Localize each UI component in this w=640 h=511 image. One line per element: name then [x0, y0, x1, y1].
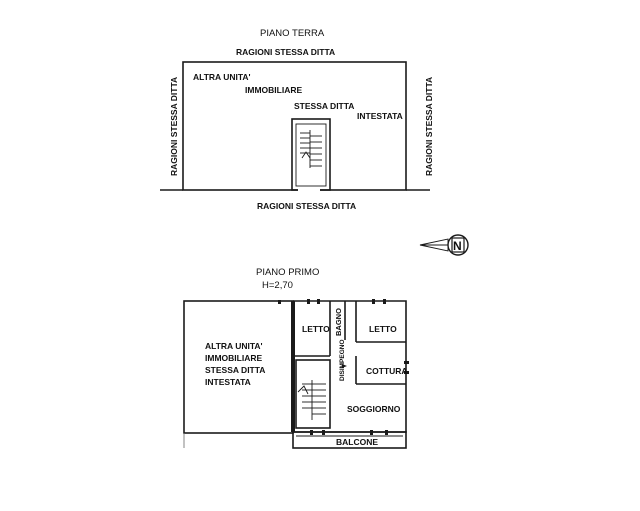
first-floor-title: PIANO PRIMO — [256, 267, 320, 278]
north-arrow-letter: N — [453, 239, 462, 253]
ground-floor-other-unit-label-2: IMMOBILIARE — [245, 85, 303, 95]
room-label-kitchen: COTTURA — [366, 366, 408, 376]
first-floor-other-unit-line-1: ALTRA UNITA' — [205, 341, 263, 351]
ground-floor-title: PIANO TERRA — [260, 28, 325, 39]
room-label-bedroom-left: LETTO — [302, 324, 330, 334]
first-floor-other-unit-line-4: INTESTATA — [205, 377, 251, 387]
first-floor-stair-icon — [298, 380, 326, 420]
first-floor-other-unit-line-3: STESSA DITTA — [205, 365, 266, 375]
ground-floor-top-neighbour-label: RAGIONI STESSA DITTA — [236, 47, 336, 57]
room-label-bedroom-right: LETTO — [369, 324, 397, 334]
first-floor-other-unit-line-2: IMMOBILIARE — [205, 353, 263, 363]
ground-floor-other-unit-label-1: ALTRA UNITA' — [193, 72, 251, 82]
ground-floor-stair-cell — [292, 119, 330, 190]
ground-floor-left-neighbour-label: RAGIONI STESSA DITTA — [169, 76, 179, 176]
ground-floor-bottom-neighbour-label: RAGIONI STESSA DITTA — [257, 201, 357, 211]
ground-floor-registered-label: INTESTATA — [357, 111, 403, 121]
room-label-living: SOGGIORNO — [347, 404, 401, 414]
ground-floor-right-neighbour-label: RAGIONI STESSA DITTA — [424, 76, 434, 176]
ground-floor-same-firm-label: STESSA DITTA — [294, 101, 355, 111]
room-label-balcony: BALCONE — [336, 437, 379, 447]
first-floor-stair-cell — [296, 360, 330, 428]
ground-floor-stair-icon — [300, 130, 322, 168]
north-arrow-icon — [420, 235, 468, 255]
room-label-bathroom: BAGNO — [334, 308, 343, 336]
first-floor-height-label: H=2,70 — [262, 280, 293, 291]
room-label-hallway: DISIMPEGNO — [339, 339, 346, 381]
